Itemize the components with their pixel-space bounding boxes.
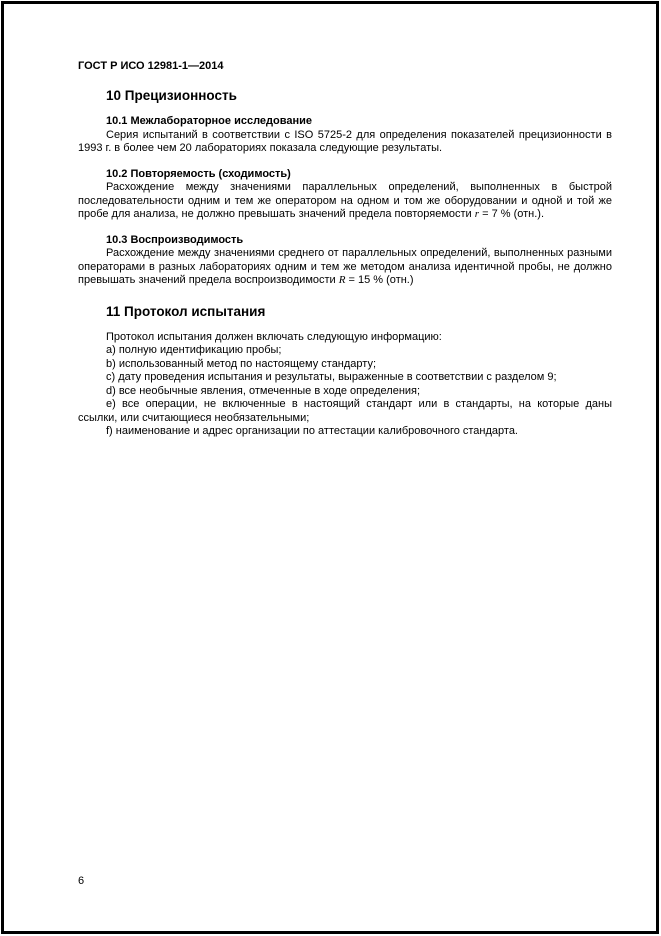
report-item-f: f) наименование и адрес организации по аттестации калибровочного стандарта. <box>106 425 518 437</box>
subsection-10-3-heading: 10.3 Воспроизводимость <box>106 233 244 246</box>
repeatability-text-before: Расхождение между значениями параллельных определений, выполненных в быстрой последовательности одним и тем же оператором на одном и том же оборудовании и одной и той же пробе для анализа, не должно превышать значений предела повторяемости <box>78 181 612 220</box>
section-11-intro-paragraph: Протокол испытания должен включать следующую информацию: <box>106 330 442 343</box>
report-item-b: b) использованный метод по настоящему стандарту; <box>106 357 377 370</box>
report-item-a: a) полную идентификацию пробы; <box>106 344 282 356</box>
report-item-e: e) все операции, не включенные в настоящий стандарт или в стандарты, на которые даны ссылки, или считающиеся необязательными; <box>78 398 612 424</box>
subsection-10-3-paragraph <box>78 247 612 288</box>
document-code-header: ГОСТ Р ИСО 12981-1—2014 <box>78 60 224 72</box>
report-item-c: c) дату проведения испытания и результаты, выраженные в соответствии с разделом 9; <box>106 371 557 383</box>
subsection-10-1-heading: 10.1 Межлабораторное исследование <box>106 115 312 127</box>
subsection-10-2-heading: 10.2 Повторяемость (сходимость) <box>106 167 291 180</box>
report-item-d: d) все необычные явления, отмеченные в ходе определения; <box>106 384 421 397</box>
section-10-title: 10 Прецизионность <box>106 88 237 103</box>
page-number: 6 <box>78 875 85 887</box>
reproducibility-text-before: Расхождение между значениями среднего от параллельных определений, выполненных разными операторами в разных лабораториях одним и тем же методом анализа идентичной пробы, не должно превышать значений предела воспроизводимости <box>78 247 612 286</box>
section-11-title: 11 Протокол испытания <box>106 303 266 319</box>
document-page <box>1 1 659 934</box>
subsection-10-1-paragraph: Серия испытаний в соответствии с ISO 5725-2 для определения показателей прецизионности в 1993 г. в более чем 20 лабораториях показала следующие результаты. <box>78 128 612 154</box>
repeatability-text-after: = 7 % (отн.). <box>479 208 545 220</box>
subsection-10-2-paragraph <box>78 181 612 222</box>
repeatability-symbol: r <box>474 208 480 220</box>
reproducibility-symbol: R <box>338 274 346 286</box>
reproducibility-text-after: = 15 % (отн.) <box>345 274 414 286</box>
